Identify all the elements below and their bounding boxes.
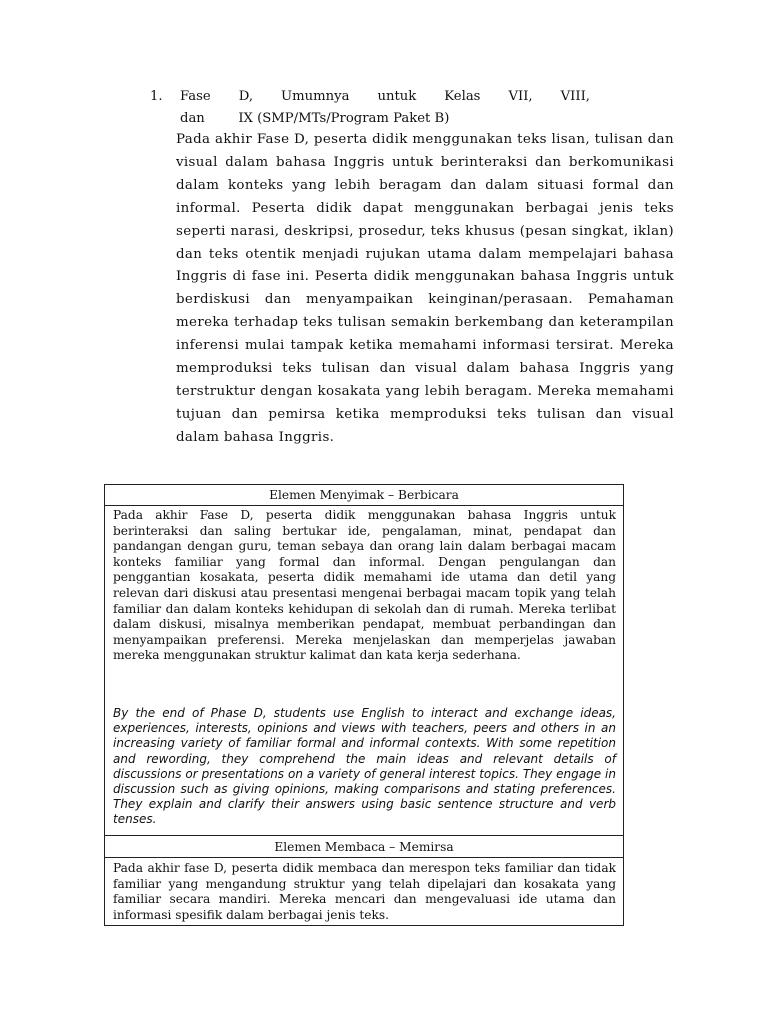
table-divider [105,505,623,506]
table-divider [105,857,623,858]
reading-viewing-indonesian: Pada akhir fase D, peserta didik membaca dan merespon teks familiar dan tidak familiar yang mengandung struktur yang telah dipelajari dan kosakata yang familiar secara mandiri. Mereka mencari dan mengevaluasi ide utama dan informasi spesifik dalam berbagai jenis teks. [113,861,616,922]
competency-table [104,484,624,926]
heading-line-2: dan IX (SMP/MTs/Program Paket B) [180,111,450,126]
table-divider [105,835,623,836]
table-header-listening-speaking: Elemen Menyimak – Berbicara [269,488,459,502]
intro-paragraph: Pada akhir Fase D, peserta didik menggunakan teks lisan, tulisan dan visual dalam bahasa Inggris untuk berinteraksi dan berkomunikasi dalam konteks yang lebih beragam dan dalam situasi formal dan informal. Peserta didik dapat menggunakan berbagai jenis teks seperti narasi, deskripsi, prosedur, teks khusus (pesan singkat, iklan) dan teks otentik menjadi rujukan utama dalam mempelajari bahasa Inggris di fase ini. Peserta didik menggunakan bahasa Inggris untuk berdiskusi dan menyampaikan keinginan/perasaan. Pemahaman mereka terhadap teks tulisan semakin berkembang dan keterampilan inferensi mulai tampak ketika memahami informasi tersirat. Mereka memproduksi teks tulisan dan visual dalam bahasa Inggris yang terstruktur dengan kosakata yang lebih beragam. Mereka memahami tujuan dan pemirsa ketika memproduksi teks tulisan dan visual dalam bahasa Inggris. [176,132,674,445]
list-number: 1. [150,89,163,104]
heading-line-1: Fase D, Umumnya untuk Kelas VII, VIII, [180,89,590,104]
table-header-reading-viewing: Elemen Membaca – Memirsa [274,840,454,854]
listening-speaking-indonesian: Pada akhir Fase D, peserta didik menggunakan bahasa Inggris untuk berinteraksi dan saling bertukar ide, pengalaman, minat, pendapat dan pandangan dengan guru, teman sebaya dan orang lain dalam berbagai macam konteks familiar yang formal dan informal. Dengan pengulangan dan penggantian kosakata, peserta didik memahami ide utama dan detil yang relevan dari diskusi atau presentasi mengenai berbagai macam topik yang telah familiar dan dalam konteks kehidupan di sekolah dan di rumah. Mereka terlibat dalam diskusi, misalnya memberikan pendapat, membuat perbandingan dan menyampaikan preferensi. Mereka menjelaskan dan memperjelas jawaban mereka menggunakan struktur kalimat dan kata kerja sederhana. [113,508,616,663]
listening-speaking-english: By the end of Phase D, students use English to interact and exchange ideas, experiences, interests, opinions and views with teachers, peers and others in an increasing variety of familiar formal and informal contexts. With some repetition and rewording, they comprehend the main ideas and relevant details of discussions or presentations on a variety of general interest topics. They engage in discussion such as giving opinions, making comparisons and stating preferences. They explain and clarify their answers using basic sentence structure and verb tenses. [113,706,616,827]
